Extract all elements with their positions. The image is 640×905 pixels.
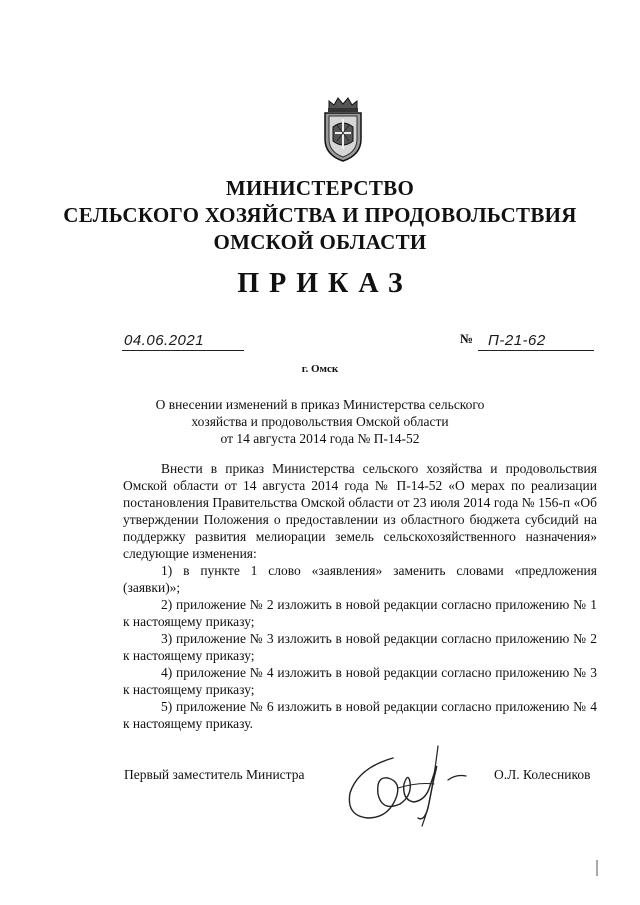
subject-line-2: хозяйства и продовольствия Омской области [191, 414, 449, 429]
order-subject [0, 396, 640, 447]
date-field [122, 330, 244, 351]
ministry-name [0, 175, 640, 256]
body-intro: Внести в приказ Министерства сельского хозяйства и продовольствия Омской области от 14 августа 2014 года № П-14-52 «О мерах по реализации постановления Правительства Омской области от 23 июля 2014 года № 156-п «Об утверждении Положения о предоставлении из областного бюджета субсидий на поддержку развития мелиорации земель сельскохозяйственного назначения» следующие изменения: [123, 461, 597, 561]
ministry-line-1: МИНИСТЕРСТВО [225, 176, 415, 200]
document-type: ПРИКАЗ [237, 268, 413, 299]
handwritten-number: П-21-62 [488, 332, 546, 349]
body-item-2: 2) приложение № 2 изложить в новой редакции согласно приложению № 1 к настоящему приказу; [123, 597, 597, 629]
body-item-4: 4) приложение № 4 изложить в новой редакции согласно приложению № 3 к настоящему приказу; [123, 665, 597, 697]
subject-line-1: О внесении изменений в приказ Министерства сельского [155, 397, 485, 412]
body-item-1: 1) в пункте 1 слово «заявления» заменить словами «предложения (заявки)»; [123, 563, 597, 595]
subject-line-3: от 14 августа 2014 года № П-14-52 [220, 431, 420, 446]
ministry-line-2: СЕЛЬСКОГО ХОЗЯЙСТВА И ПРОДОВОЛЬСТВИЯ [63, 203, 577, 227]
city: г. Омск [301, 363, 339, 375]
handwritten-signature-icon [338, 738, 478, 832]
signer-name: О.Л. Колесников [494, 767, 591, 782]
number-field [478, 330, 594, 351]
body-item-3: 3) приложение № 3 изложить в новой редакции согласно приложению № 2 к настоящему приказу; [123, 631, 597, 663]
number-label: № [460, 331, 474, 346]
signer-title: Первый заместитель Министра [124, 767, 305, 782]
body-item-5: 5) приложение № 6 изложить в новой редакции согласно приложению № 4 к настоящему приказу. [123, 699, 597, 731]
margin-mark [596, 860, 598, 876]
ministry-line-3: ОМСКОЙ ОБЛАСТИ [213, 230, 427, 254]
order-body [123, 460, 597, 732]
omsk-coat-of-arms-icon [315, 95, 371, 163]
handwritten-date: 04.06.2021 [124, 332, 205, 349]
